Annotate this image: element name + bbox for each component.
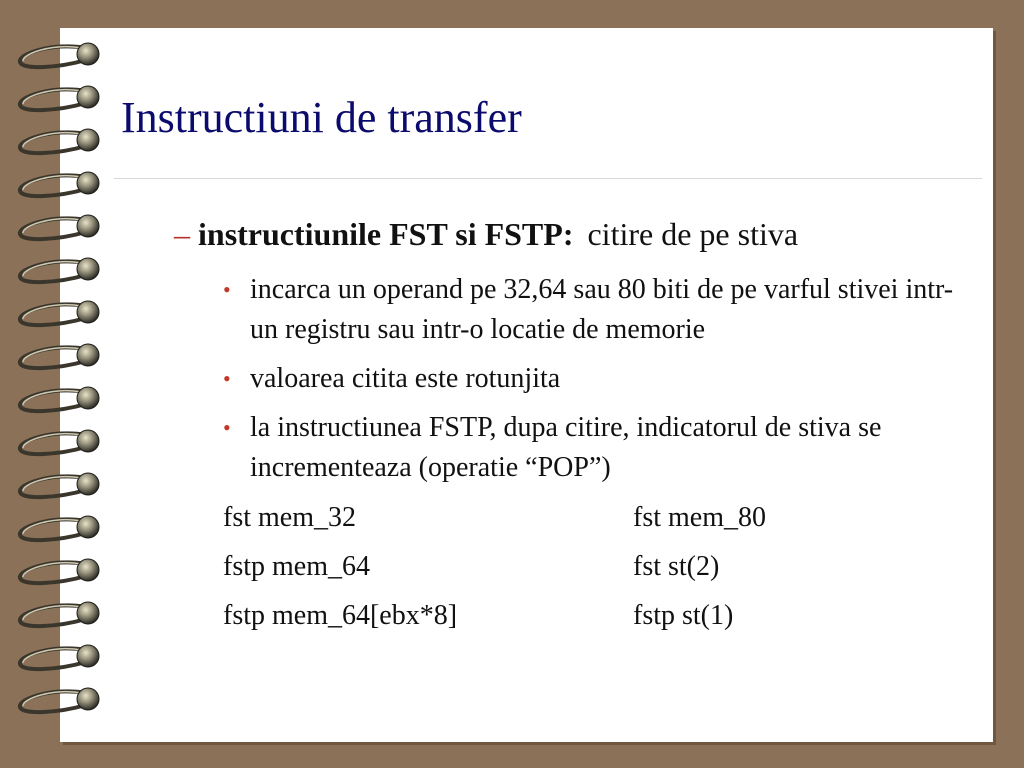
code-line-left: fstp mem_64[ebx*8]	[223, 600, 458, 631]
level1-text: citire de pe stiva	[587, 216, 799, 252]
spiral-ring	[20, 559, 99, 583]
bullet-item	[223, 359, 970, 399]
level1-heading: instructiunile FST si FSTP:	[198, 216, 574, 252]
bullet-item	[223, 408, 970, 488]
code-line-right: fst mem_80	[633, 502, 766, 533]
spiral-ring	[20, 129, 99, 153]
spiral-binding	[12, 30, 112, 730]
spiral-ring	[20, 215, 99, 239]
bullet-icon: •	[223, 415, 231, 440]
bullet-text: la instructiunea FSTP, dupa citire, indicatorul de stiva se incrementeaza (operatie “POP”)	[250, 412, 882, 483]
code-line-left: fst mem_32	[223, 502, 356, 533]
level1-item	[174, 216, 798, 253]
bullet-text: incarca un operand pe 32,64 sau 80 biti de pe varful stivei intr-un registru sau intr-o locatie de memorie	[250, 274, 954, 345]
title-divider	[114, 178, 982, 179]
spiral-ring	[20, 645, 99, 669]
spiral-ring	[20, 387, 99, 411]
spiral-ring	[20, 602, 99, 626]
spiral-ring	[20, 688, 99, 712]
code-line-left: fstp mem_64	[223, 551, 370, 582]
spiral-ring	[20, 86, 99, 110]
spiral-ring	[20, 43, 99, 67]
bullet-icon: •	[223, 277, 231, 302]
bullet-item	[223, 270, 970, 350]
dash-marker: –	[174, 216, 190, 252]
code-line-right: fstp st(1)	[633, 600, 734, 631]
slide-title: Instructiuni de transfer	[121, 93, 522, 142]
spiral-ring	[20, 516, 99, 540]
spiral-ring	[20, 430, 99, 454]
bullet-text: valoarea citita este rotunjita	[250, 363, 561, 394]
bullet-icon: •	[223, 366, 231, 391]
code-line-right: fst st(2)	[633, 551, 720, 582]
spiral-ring	[20, 172, 99, 196]
spiral-ring	[20, 301, 99, 325]
spiral-ring	[20, 473, 99, 497]
spiral-ring	[20, 258, 99, 282]
spiral-ring	[20, 344, 99, 368]
